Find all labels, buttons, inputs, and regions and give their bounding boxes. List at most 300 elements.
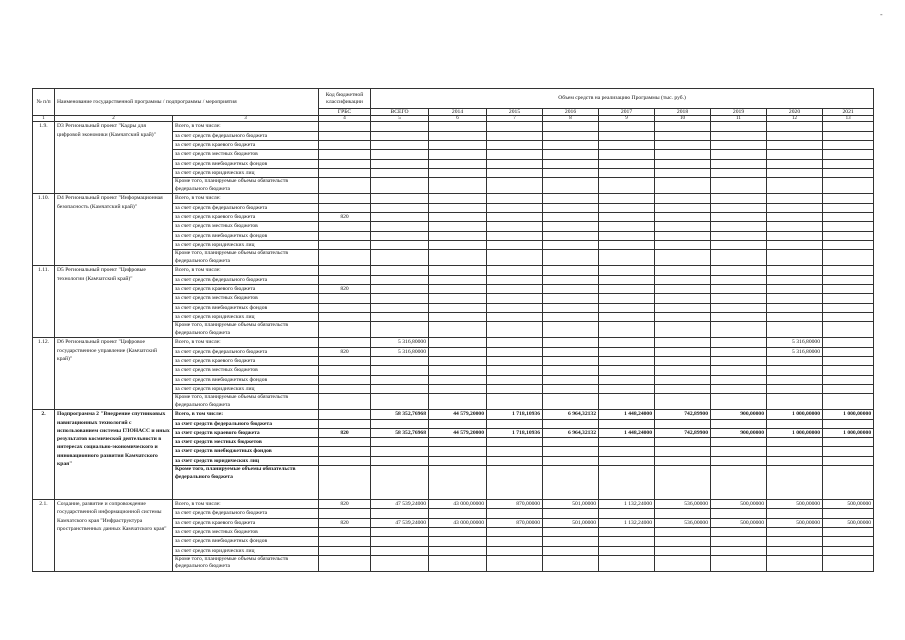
amount-year (487, 222, 543, 231)
amount-year (429, 141, 487, 150)
amount-year (711, 240, 767, 249)
amount-total: 5 316,80000 (371, 338, 429, 347)
amount-year (711, 131, 767, 140)
amount-year (429, 284, 487, 293)
amount-year (767, 312, 823, 321)
amount-year (429, 131, 487, 140)
amount-year (767, 456, 823, 465)
amount-year (711, 312, 767, 321)
row-number: 1.9. (33, 122, 55, 194)
amount-year: 501,00000 (543, 518, 599, 527)
amount-year (767, 509, 823, 518)
funding-source-label: за счет средств внебюджетных фондов (173, 159, 319, 168)
amount-year (429, 456, 487, 465)
amount-year (487, 122, 543, 131)
grbs-code (319, 168, 371, 177)
grbs-code (319, 322, 371, 338)
amount-year (823, 266, 874, 275)
header-num: № п/п (33, 89, 55, 116)
amount-total (371, 456, 429, 465)
amount-year: 500,00000 (823, 500, 874, 509)
amount-year (543, 384, 599, 393)
funding-source-label: за счет средств федерального бюджета (173, 419, 319, 428)
amount-total (371, 275, 429, 284)
grbs-code (319, 194, 371, 203)
amount-year (767, 159, 823, 168)
amount-year (655, 266, 711, 275)
amount-year (543, 231, 599, 240)
amount-year (429, 212, 487, 221)
column-index: 1 (33, 116, 55, 122)
amount-year (487, 456, 543, 465)
amount-year (823, 384, 874, 393)
amount-year (429, 537, 487, 546)
amount-year (767, 250, 823, 266)
amount-year (823, 222, 874, 231)
amount-year (599, 366, 655, 375)
amount-year (599, 419, 655, 428)
funding-source-label: за счет средств краевого бюджета (173, 428, 319, 437)
amount-year (487, 194, 543, 203)
column-index: 7 (487, 116, 543, 122)
amount-year (655, 527, 711, 536)
funding-source-label: за счет средств юридических лиц (173, 240, 319, 249)
amount-year (711, 447, 767, 456)
amount-year (599, 375, 655, 384)
amount-year (823, 275, 874, 284)
measure-name: D3 Региональный проект "Кадры для цифровой экономики (Камчатский край)" (55, 122, 173, 194)
header-year: 2016 (543, 109, 599, 116)
amount-year (711, 266, 767, 275)
amount-year (711, 384, 767, 393)
funding-source-label: за счет средств внебюджетных фондов (173, 375, 319, 384)
grbs-code: 820 (319, 284, 371, 293)
amount-year (655, 231, 711, 240)
amount-year (487, 356, 543, 365)
amount-year (823, 231, 874, 240)
grbs-code (319, 275, 371, 284)
amount-year (655, 303, 711, 312)
amount-year (429, 338, 487, 347)
amount-year (767, 122, 823, 131)
amount-total (371, 375, 429, 384)
amount-year (655, 312, 711, 321)
grbs-code (319, 384, 371, 393)
amount-year (823, 447, 874, 456)
amount-year (543, 322, 599, 338)
amount-year: 43 000,00000 (429, 500, 487, 509)
amount-year: 1 718,10936 (487, 428, 543, 437)
grbs-code (319, 375, 371, 384)
grbs-code (319, 438, 371, 447)
amount-year (823, 194, 874, 203)
header-name: Наименование государственной программы / подпрограммы / мероприятия (55, 89, 319, 116)
amount-year (655, 375, 711, 384)
amount-total (371, 150, 429, 159)
amount-year (655, 168, 711, 177)
amount-total (371, 537, 429, 546)
amount-year (711, 150, 767, 159)
amount-total (371, 178, 429, 194)
column-index: 3 (173, 116, 319, 122)
amount-year (767, 231, 823, 240)
amount-total (371, 231, 429, 240)
amount-year (599, 466, 655, 500)
amount-year (487, 466, 543, 500)
amount-year (599, 546, 655, 555)
amount-year (599, 231, 655, 240)
amount-year (711, 141, 767, 150)
header-code: Код бюджетной классификации (319, 89, 371, 109)
amount-year (823, 159, 874, 168)
amount-total (371, 527, 429, 536)
amount-year (599, 212, 655, 221)
amount-year (599, 178, 655, 194)
amount-year (487, 555, 543, 571)
amount-year (655, 456, 711, 465)
amount-year (543, 546, 599, 555)
amount-year (711, 322, 767, 338)
row-number: 1.12. (33, 338, 55, 410)
amount-year (487, 231, 543, 240)
amount-year (543, 178, 599, 194)
amount-year (711, 356, 767, 365)
amount-year: 742,89900 (655, 428, 711, 437)
amount-year (599, 384, 655, 393)
amount-year (767, 447, 823, 456)
budget-table (32, 88, 874, 572)
amount-year: 1 000,00000 (823, 428, 874, 437)
amount-year (767, 375, 823, 384)
amount-year: 742,89900 (655, 410, 711, 419)
amount-year (599, 438, 655, 447)
column-index: 11 (711, 116, 767, 122)
amount-year (429, 122, 487, 131)
header-year: 2021 (823, 109, 874, 116)
amount-year (543, 212, 599, 221)
grbs-code (319, 203, 371, 212)
amount-year (767, 419, 823, 428)
amount-year (823, 284, 874, 293)
amount-year (711, 438, 767, 447)
amount-year (599, 141, 655, 150)
amount-year (543, 347, 599, 356)
amount-year (429, 250, 487, 266)
amount-year: 500,00000 (823, 518, 874, 527)
amount-year (429, 366, 487, 375)
amount-year: 44 579,20000 (429, 428, 487, 437)
amount-year (767, 275, 823, 284)
amount-year (767, 527, 823, 536)
amount-year (487, 394, 543, 410)
amount-year (543, 394, 599, 410)
amount-year (767, 384, 823, 393)
table-row (33, 410, 874, 419)
amount-total (371, 546, 429, 555)
amount-year (823, 527, 874, 536)
amount-year (429, 240, 487, 249)
amount-year (487, 284, 543, 293)
amount-year (823, 419, 874, 428)
amount-year (823, 250, 874, 266)
funding-source-label: за счет средств юридических лиц (173, 312, 319, 321)
amount-year (487, 141, 543, 150)
funding-source-label: за счет средств местных бюджетов (173, 294, 319, 303)
amount-year (599, 294, 655, 303)
measure-name: D6 Региональный проект "Цифровое государственное управление (Камчатский край)" (55, 338, 173, 410)
header-volume: Объем средств на реализацию Программы (тыс. руб.) (371, 89, 874, 109)
amount-year (429, 150, 487, 159)
amount-year (487, 419, 543, 428)
grbs-code (319, 231, 371, 240)
amount-year (655, 419, 711, 428)
amount-year (655, 366, 711, 375)
amount-year (599, 168, 655, 177)
amount-year (711, 456, 767, 465)
amount-year (711, 546, 767, 555)
funding-source-label: за счет средств внебюджетных фондов (173, 231, 319, 240)
amount-year (543, 150, 599, 159)
amount-year (711, 168, 767, 177)
amount-year (823, 456, 874, 465)
amount-year (711, 294, 767, 303)
amount-total: 58 352,76968 (371, 410, 429, 419)
column-index: 10 (655, 116, 711, 122)
amount-year (599, 131, 655, 140)
amount-total (371, 366, 429, 375)
amount-year (823, 203, 874, 212)
amount-year (543, 240, 599, 249)
amount-year (655, 141, 711, 150)
amount-year (543, 131, 599, 140)
amount-year (767, 178, 823, 194)
amount-year (487, 546, 543, 555)
funding-source-label: за счет средств федерального бюджета (173, 131, 319, 140)
amount-year (429, 419, 487, 428)
amount-year (543, 159, 599, 168)
amount-year (429, 203, 487, 212)
amount-year (599, 222, 655, 231)
column-index: 4 (319, 116, 371, 122)
amount-total: 47 539,24000 (371, 518, 429, 527)
amount-year: 536,00000 (655, 518, 711, 527)
amount-year: 6 964,32132 (543, 428, 599, 437)
amount-year (487, 537, 543, 546)
amount-year (599, 203, 655, 212)
amount-year (767, 555, 823, 571)
amount-year (543, 555, 599, 571)
funding-source-label: за счет средств местных бюджетов (173, 527, 319, 536)
grbs-code (319, 159, 371, 168)
amount-total (371, 294, 429, 303)
funding-source-label: за счет средств местных бюджетов (173, 150, 319, 159)
amount-year (487, 168, 543, 177)
amount-year: 900,00000 (711, 410, 767, 419)
funding-source-label: за счет средств краевого бюджета (173, 284, 319, 293)
amount-year (599, 555, 655, 571)
amount-year (711, 338, 767, 347)
amount-year (543, 284, 599, 293)
header-year: 2019 (711, 109, 767, 116)
amount-year (711, 212, 767, 221)
amount-year (655, 122, 711, 131)
amount-year: 500,00000 (767, 500, 823, 509)
amount-year (543, 312, 599, 321)
amount-total (371, 384, 429, 393)
row-number: 2. (33, 410, 55, 500)
amount-year (823, 141, 874, 150)
amount-year (599, 240, 655, 249)
funding-source-label: Всего, в том числе: (173, 194, 319, 203)
table-row (33, 266, 874, 275)
amount-year (655, 212, 711, 221)
amount-year (487, 203, 543, 212)
amount-year (823, 509, 874, 518)
amount-year (823, 131, 874, 140)
amount-year (655, 194, 711, 203)
amount-year (599, 303, 655, 312)
amount-year (429, 375, 487, 384)
amount-total (371, 509, 429, 518)
amount-year (711, 375, 767, 384)
funding-source-label: за счет средств внебюджетных фондов (173, 447, 319, 456)
amount-year (823, 312, 874, 321)
amount-year (429, 294, 487, 303)
amount-year (543, 168, 599, 177)
funding-source-label: за счет средств краевого бюджета (173, 212, 319, 221)
amount-year (767, 194, 823, 203)
amount-year (487, 266, 543, 275)
amount-year (429, 194, 487, 203)
funding-source-label: Всего, в том числе: (173, 122, 319, 131)
table-row (33, 194, 874, 203)
header-year: 2017 (599, 109, 655, 116)
amount-year (487, 178, 543, 194)
amount-year (543, 419, 599, 428)
amount-year (655, 509, 711, 518)
measure-name: Создание, развитие и сопровождение государственной информационной системы Камчатского края "Инфраструктура пространственных данных Камчатского края" (55, 500, 173, 572)
amount-year (599, 150, 655, 159)
funding-source-label: Всего, в том числе: (173, 410, 319, 419)
funding-source-label: за счет средств юридических лиц (173, 384, 319, 393)
amount-year (655, 438, 711, 447)
grbs-code: 820 (319, 428, 371, 437)
amount-total (371, 194, 429, 203)
amount-total (371, 419, 429, 428)
amount-year (487, 384, 543, 393)
amount-year (655, 159, 711, 168)
funding-source-label: за счет средств местных бюджетов (173, 366, 319, 375)
amount-year (429, 555, 487, 571)
amount-year (543, 509, 599, 518)
amount-year (823, 347, 874, 356)
amount-total: 58 352,76968 (371, 428, 429, 437)
amount-year: 1 448,24000 (599, 428, 655, 437)
amount-year (655, 338, 711, 347)
amount-year (711, 394, 767, 410)
amount-year (487, 131, 543, 140)
amount-year (429, 546, 487, 555)
amount-year (711, 275, 767, 284)
amount-year (823, 555, 874, 571)
amount-year (429, 275, 487, 284)
funding-source-label: Всего, в том числе: (173, 266, 319, 275)
corner-mark: - (880, 10, 883, 19)
grbs-code (319, 178, 371, 194)
amount-total (371, 131, 429, 140)
amount-year (543, 356, 599, 365)
funding-source-label: за счет средств федерального бюджета (173, 347, 319, 356)
funding-source-label: Всего, в том числе: (173, 338, 319, 347)
amount-year: 870,00000 (487, 518, 543, 527)
amount-year (823, 394, 874, 410)
grbs-code (319, 456, 371, 465)
column-index: 5 (371, 116, 429, 122)
amount-year (487, 375, 543, 384)
amount-year (711, 194, 767, 203)
amount-total (371, 322, 429, 338)
funding-source-label: за счет средств краевого бюджета (173, 518, 319, 527)
amount-year (711, 303, 767, 312)
amount-year (767, 222, 823, 231)
funding-source-label: за счет средств местных бюджетов (173, 438, 319, 447)
amount-total (371, 141, 429, 150)
amount-year (823, 168, 874, 177)
measure-name: D5 Региональный проект "Цифровые технологии (Камчатский край)" (55, 266, 173, 338)
amount-year: 1 132,24000 (599, 518, 655, 527)
amount-year (655, 275, 711, 284)
amount-year: 6 964,32132 (543, 410, 599, 419)
amount-year: 1 448,24000 (599, 410, 655, 419)
amount-year (655, 537, 711, 546)
amount-year: 5 316,80000 (767, 347, 823, 356)
amount-year (767, 240, 823, 249)
column-index: 2 (55, 116, 173, 122)
amount-year: 1 000,00000 (767, 428, 823, 437)
grbs-code (319, 250, 371, 266)
grbs-code (319, 546, 371, 555)
column-index: 13 (823, 116, 874, 122)
amount-year (711, 527, 767, 536)
amount-total (371, 266, 429, 275)
amount-year (487, 275, 543, 284)
amount-year (767, 438, 823, 447)
row-number: 2.1. (33, 500, 55, 572)
amount-year (711, 159, 767, 168)
amount-total: 5 316,80000 (371, 347, 429, 356)
table-body (33, 122, 874, 572)
amount-year (655, 347, 711, 356)
amount-year (487, 447, 543, 456)
grbs-code (319, 240, 371, 249)
amount-year (543, 375, 599, 384)
amount-year (767, 168, 823, 177)
funding-source-label: Кроме того, планируемые объемы обязательств федерального бюджета (173, 322, 319, 338)
amount-year (487, 250, 543, 266)
funding-source-label: Кроме того, планируемые объемы обязательств федерального бюджета (173, 394, 319, 410)
amount-year (599, 284, 655, 293)
amount-year (429, 168, 487, 177)
amount-year (543, 537, 599, 546)
amount-year (429, 303, 487, 312)
grbs-code (319, 366, 371, 375)
amount-total (371, 203, 429, 212)
amount-year (655, 131, 711, 140)
grbs-code (319, 294, 371, 303)
amount-year (599, 356, 655, 365)
amount-year: 900,00000 (711, 428, 767, 437)
amount-year (711, 250, 767, 266)
